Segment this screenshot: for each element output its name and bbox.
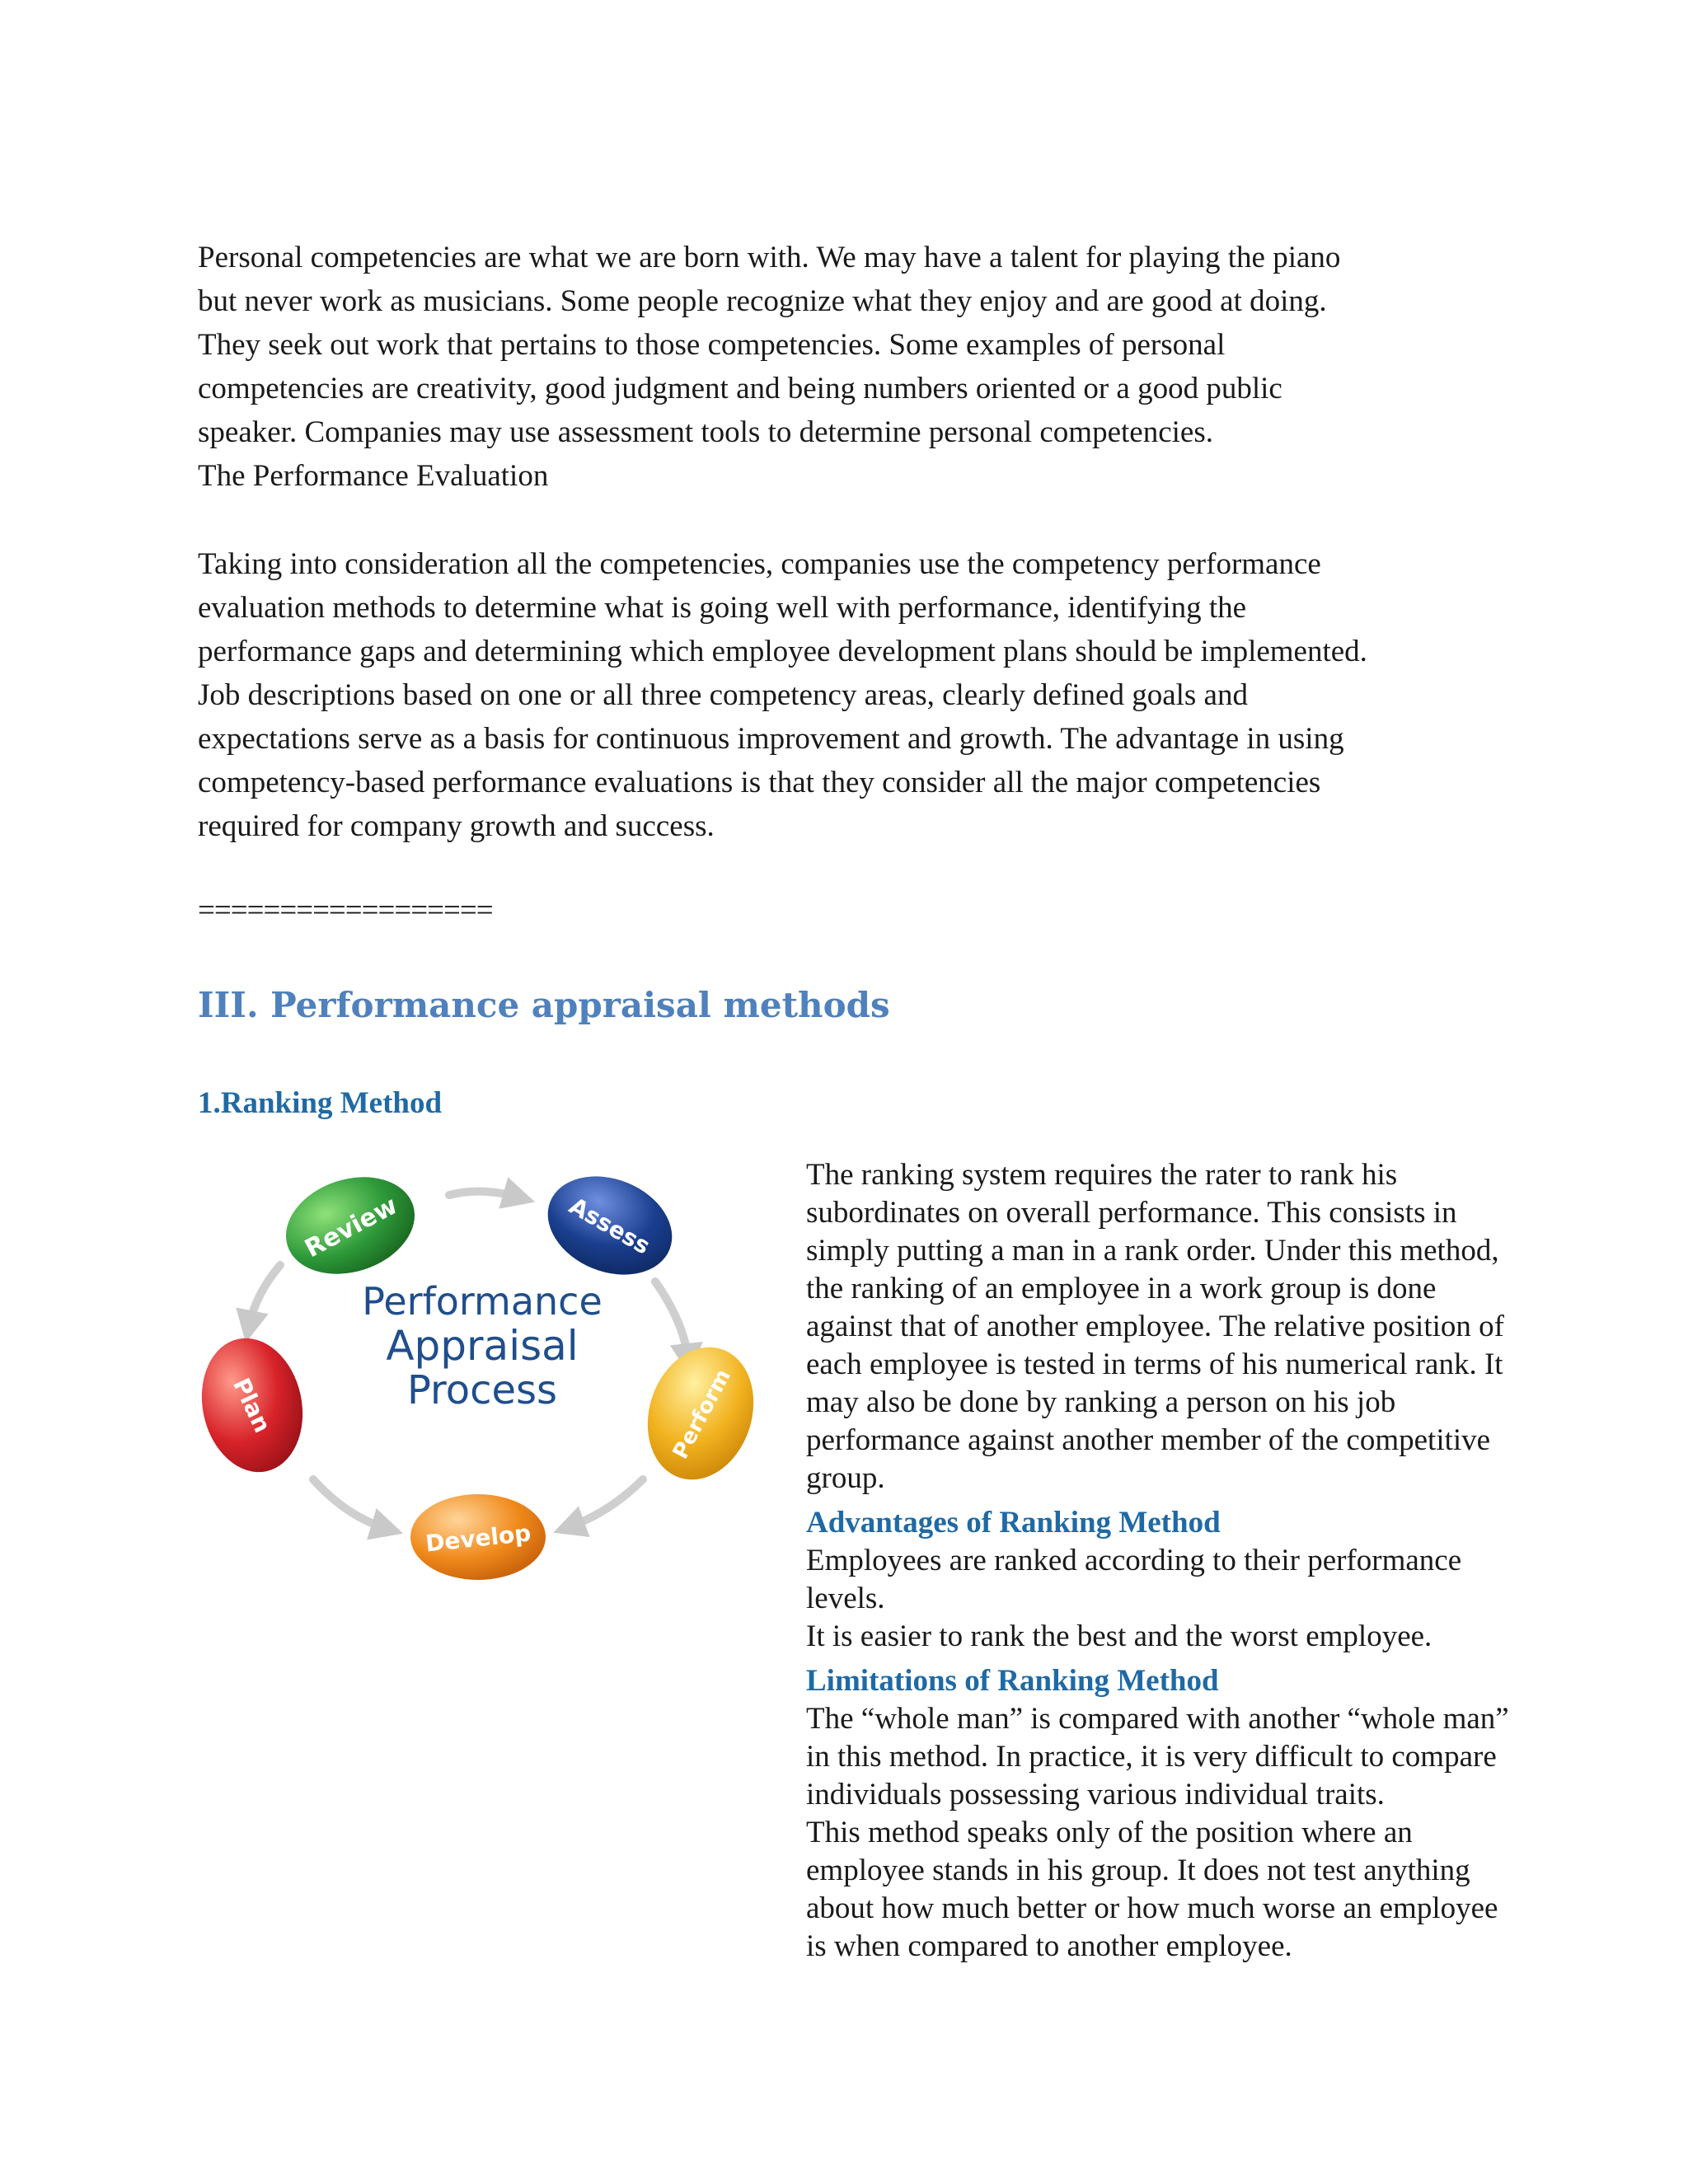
text-line: group. [806, 1461, 885, 1495]
text-line: competencies are creativity, good judgment and being numbers oriented or a good public [198, 372, 1282, 405]
arrow-icon [249, 1265, 280, 1327]
text-line: may also be done by ranking a person on his job [806, 1385, 1396, 1419]
text-line: in this method. In practice, it is very difficult to compare [806, 1740, 1497, 1774]
text-line: levels. [806, 1582, 885, 1615]
stage-plan-label: Plan [227, 1373, 277, 1437]
arrow-icon [655, 1282, 688, 1360]
stage-review-label: Review [300, 1191, 402, 1264]
text-line: required for company growth and success. [198, 809, 715, 843]
arrow-icon [313, 1479, 387, 1529]
text-line: employee stands in his group. It does not test anything [806, 1854, 1470, 1887]
advantages-heading: Advantages of Ranking Method [806, 1506, 1221, 1540]
performance-appraisal-process-figure [198, 1150, 775, 1595]
stage-assess-label: Assess [565, 1192, 655, 1260]
section-heading: III. Performance appraisal methods [198, 985, 890, 1025]
figure-title [362, 1279, 603, 1413]
ranking-method-column [806, 1156, 1564, 1966]
text-line: evaluation methods to determine what is going well with performance, identifying the [198, 591, 1247, 625]
stage-perform-label: Perform [668, 1365, 736, 1464]
text-line: expectations serve as a basis for continuous improvement and growth. The advantage in using [198, 722, 1344, 756]
text-line: This method speaks only of the position where an [806, 1816, 1413, 1849]
figure-title-line: Performance [362, 1279, 603, 1324]
text-line: the ranking of an employee in a work group is done [806, 1272, 1437, 1305]
ranking-method-heading: 1.Ranking Method [198, 1086, 443, 1120]
limitations-heading: Limitations of Ranking Method [806, 1664, 1219, 1698]
text-line: Personal competencies are what we are born with. We may have a talent for playing the piano [198, 241, 1341, 274]
arrow-icon [569, 1479, 643, 1527]
text-line: The ranking system requires the rater to rank his [806, 1158, 1398, 1192]
text-line: is when compared to another employee. [806, 1929, 1292, 1963]
paragraph-personal-competencies [198, 236, 1484, 498]
figure-title-line: Process [406, 1367, 558, 1413]
text-line: performance gaps and determining which employee development plans should be implemented. [198, 635, 1367, 668]
text-line: The “whole man” is compared with another “whole man” [806, 1702, 1509, 1736]
text-line: Employees are ranked according to their performance [806, 1544, 1462, 1577]
arrow-icon [449, 1192, 519, 1197]
stage-assess [533, 1159, 687, 1292]
text-line: speaker. Companies may use assessment tools to determine personal competencies. [198, 415, 1213, 449]
figure-title-line: Appraisal [386, 1322, 579, 1370]
text-line: about how much better or how much worse an employee [806, 1891, 1498, 1925]
stage-plan [198, 1329, 315, 1481]
text-line: It is easier to rank the best and the worst employee. [806, 1619, 1432, 1653]
text-line: competency-based performance evaluations is that they consider all the major competencies [198, 766, 1321, 799]
text-line: performance against another member of the competitive [806, 1423, 1491, 1457]
text-line: Taking into consideration all the competencies, companies use the competency performance [198, 547, 1321, 581]
separator-line: ================== [198, 893, 493, 927]
text-line: against that of another employee. The relative position of [806, 1310, 1504, 1343]
text-line: each employee is tested in terms of his numerical rank. It [806, 1347, 1503, 1381]
text-line: The Performance Evaluation [198, 459, 549, 493]
text-line: subordinates on overall performance. This consists in [806, 1196, 1457, 1230]
stage-perform [631, 1333, 771, 1493]
stage-develop [410, 1494, 546, 1580]
text-line: simply putting a man in a rank order. Under this method, [806, 1234, 1499, 1268]
text-line: individuals possessing various individual traits. [806, 1778, 1385, 1811]
stage-review [274, 1161, 428, 1290]
paragraph-competency-evaluation [198, 542, 1484, 848]
text-line: They seek out work that pertains to those competencies. Some examples of personal [198, 328, 1226, 362]
text-line: but never work as musicians. Some people recognize what they enjoy and are good at doing. [198, 284, 1327, 318]
stage-develop-label: Develop [424, 1519, 532, 1558]
text-line: Job descriptions based on one or all three competency areas, clearly defined goals and [198, 678, 1248, 712]
